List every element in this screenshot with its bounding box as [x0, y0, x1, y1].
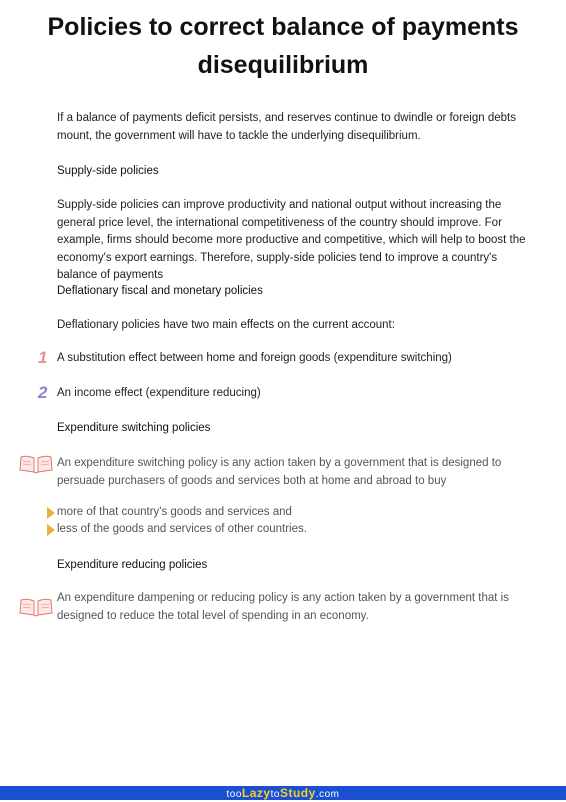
- open-book-icon: [18, 595, 54, 617]
- footer-brand: [0, 786, 566, 800]
- footer-text: Study: [279, 786, 316, 800]
- intro-paragraph: If a balance of payments deficit persists, and reserves continue to dwindle or foreign debts mount, the government will have to tackle the underlying disequilibrium.: [57, 112, 516, 142]
- supply-paragraph: Supply-side policies can improve productivity and national output without increasing the general price level, the international competitiveness of the country should improve. For example, firms should become more productive and competitive, which will help to boost the economy's export earnings. Therefore, supply-side policies tend to improve a country's balance of payments: [57, 199, 526, 281]
- switching-paragraph: An expenditure switching policy is any action taken by a government that is designed to persuade purchasers of goods and services both at home and abroad to buy: [57, 457, 502, 487]
- triangle-bullet-icon: [47, 524, 55, 536]
- list-item: An income effect (expenditure reducing): [57, 387, 261, 399]
- footer-text: too: [226, 789, 242, 800]
- list-item: A substitution effect between home and foreign goods (expenditure switching): [57, 352, 452, 364]
- open-book-icon: [18, 452, 54, 474]
- number-2-icon: 2: [38, 383, 48, 402]
- reducing-heading: Expenditure reducing policies: [57, 559, 208, 571]
- triangle-bullet-icon: [47, 507, 55, 519]
- reducing-paragraph: An expenditure dampening or reducing policy is any action taken by a government that is designed to reduce the total level of spending in an economy.: [57, 592, 509, 622]
- number-1-icon: 1: [38, 348, 48, 367]
- switching-heading: Expenditure switching policies: [57, 422, 211, 434]
- page-title: Policies to correct balance of payments disequilibrium: [47, 13, 519, 79]
- list-item: more of that country's goods and services and: [57, 506, 292, 518]
- supply-heading: Supply-side policies: [57, 165, 159, 177]
- footer-text: .com: [315, 789, 340, 800]
- deflation-heading: Deflationary fiscal and monetary policies: [57, 285, 263, 297]
- list-item: less of the goods and services of other countries.: [57, 523, 307, 535]
- footer-text: Lazy: [241, 786, 271, 800]
- footer-text: to: [270, 789, 280, 800]
- deflation-paragraph: Deflationary policies have two main effects on the current account:: [57, 319, 395, 331]
